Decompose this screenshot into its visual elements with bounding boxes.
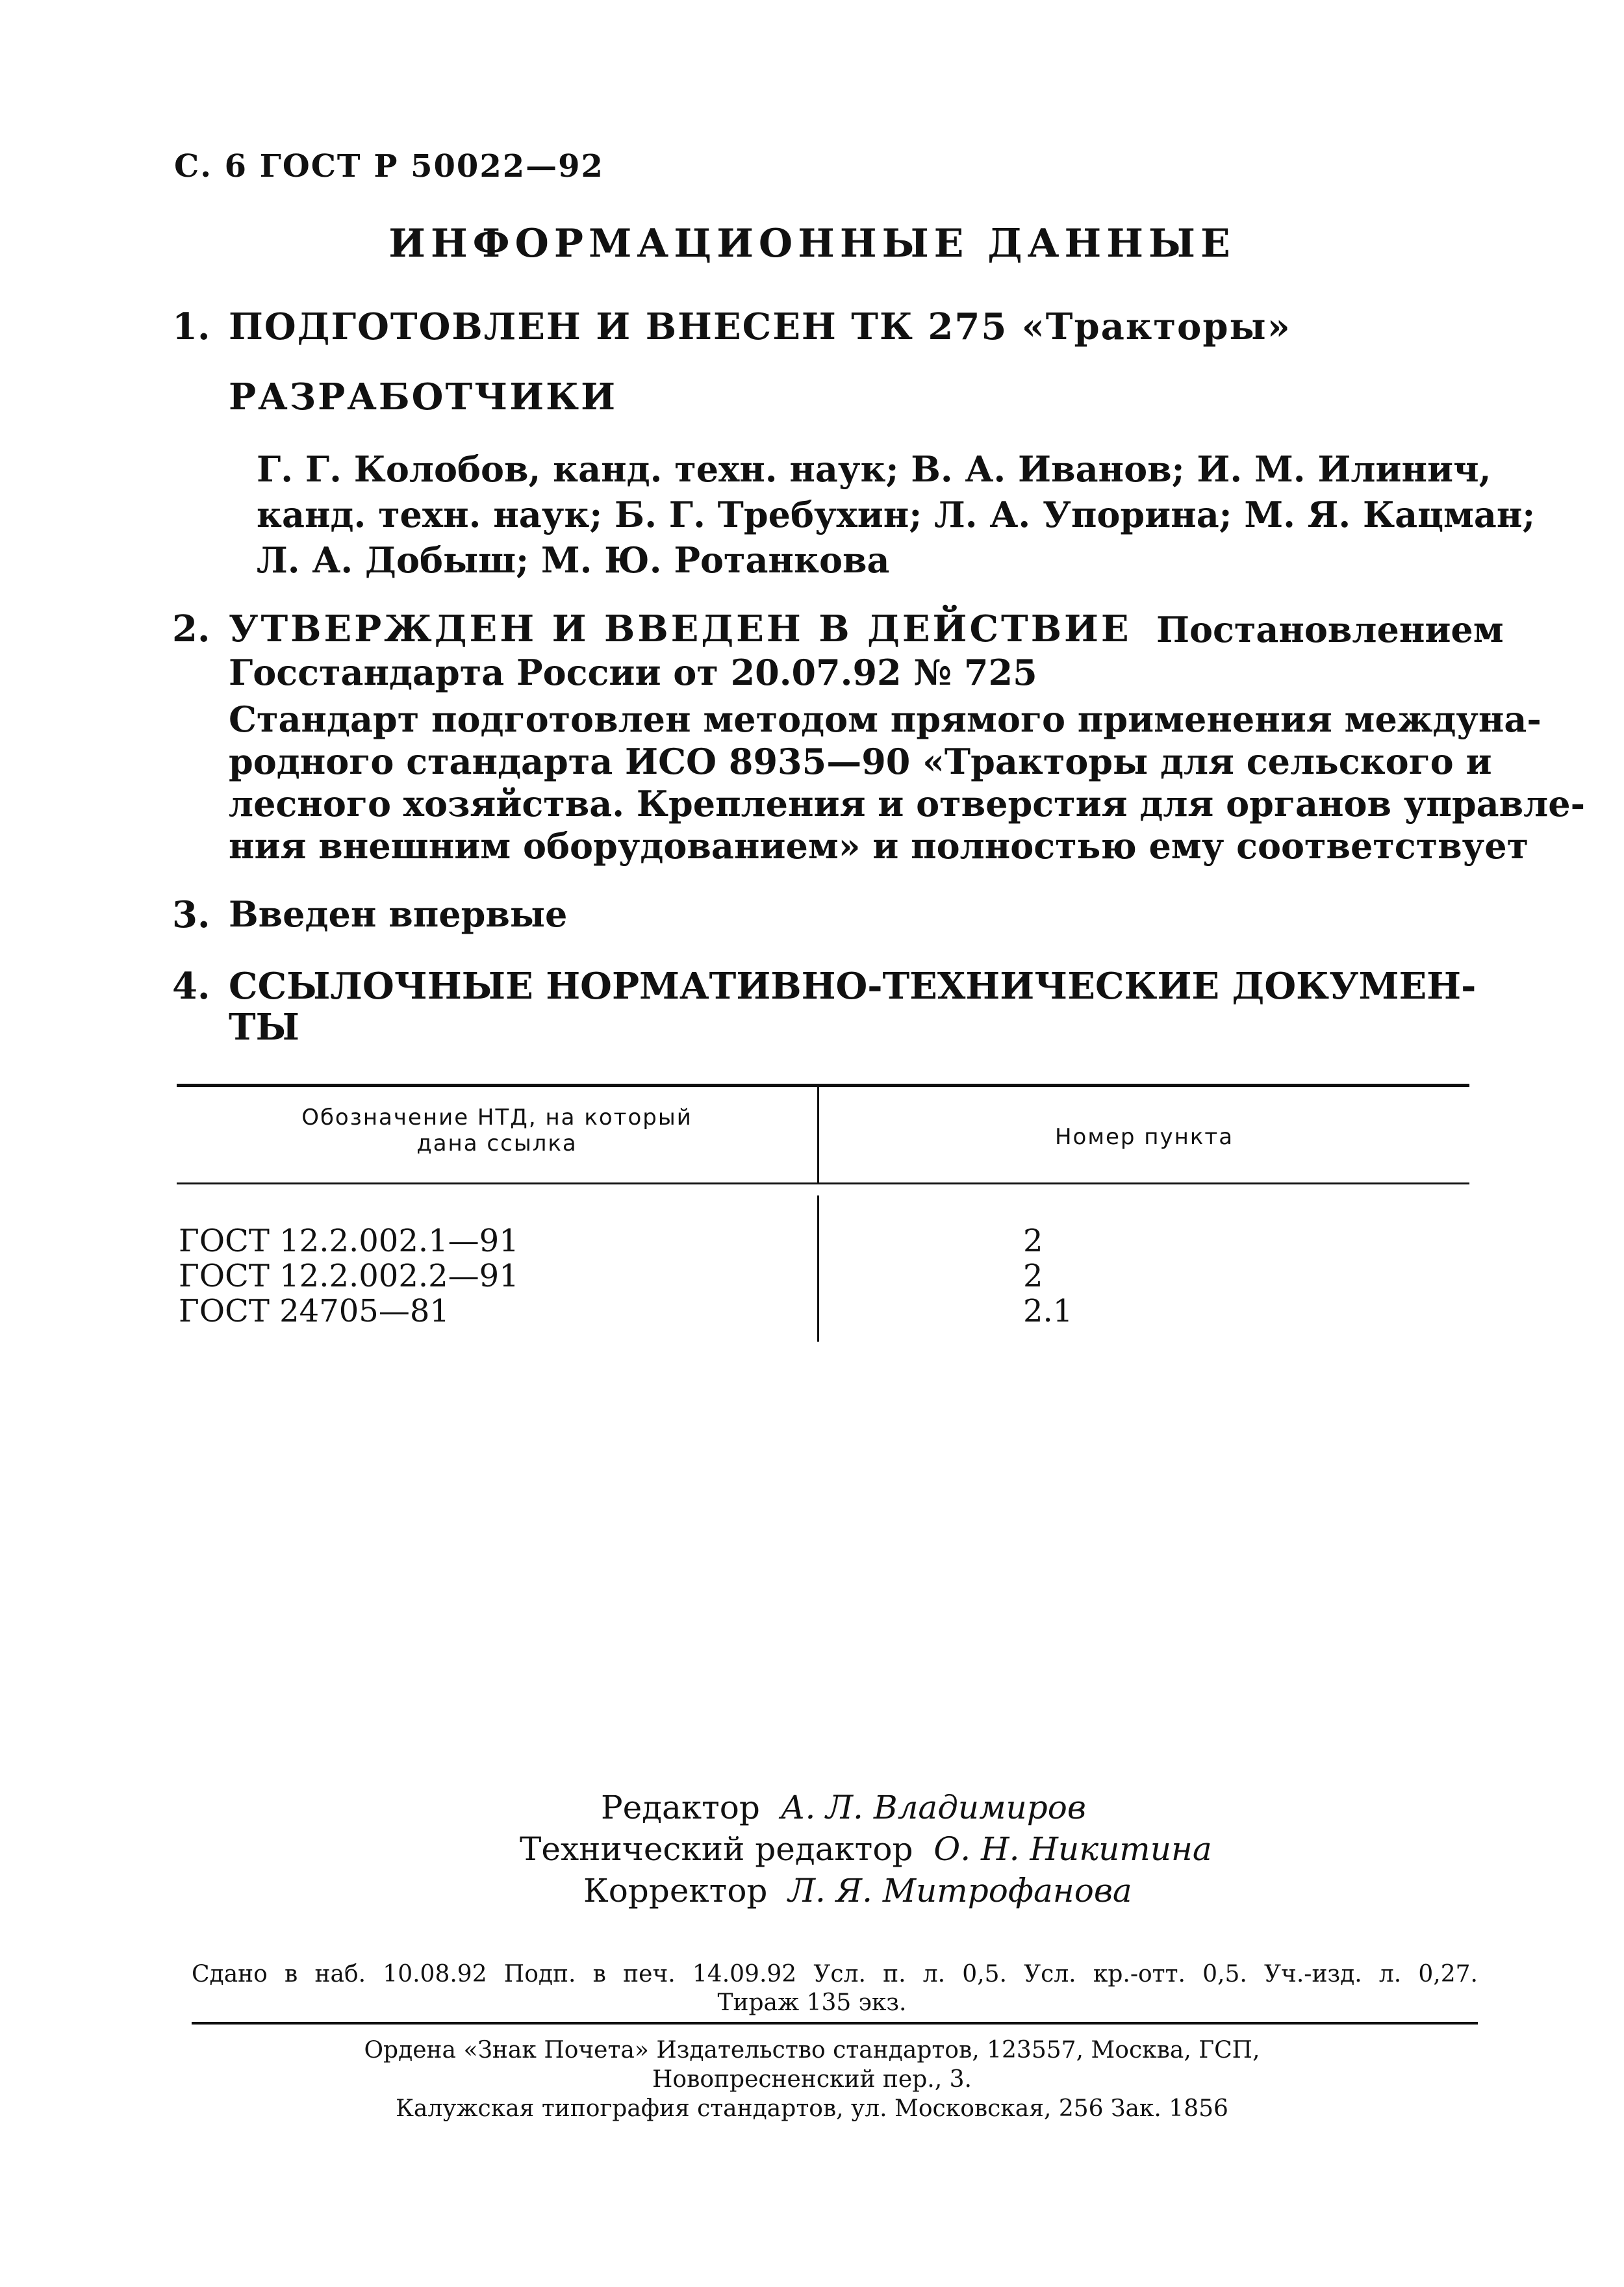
- section-2-text-line-3: лесного хозяйства. Крепления и отверстия для органов управле-: [229, 783, 1586, 824]
- section-1-heading: ПОДГОТОВЛЕН И ВНЕСЕН ТК 275 «Тракторы»: [229, 305, 1291, 348]
- section-3-number: 3.: [172, 893, 210, 936]
- section-4-number: 4.: [172, 965, 210, 1008]
- table-header-rule: [177, 1182, 1469, 1184]
- section-2-text-line-2: родного стандарта ИСО 8935—90 «Тракторы для сельского и: [229, 741, 1492, 782]
- imprint-line-2: Тираж 135 экз.: [717, 1989, 907, 2016]
- table-cell-doc: ГОСТ 12.2.002.1—91: [179, 1223, 519, 1259]
- section-3-text: Введен впервые: [229, 893, 568, 935]
- publisher-line-3: Калужская типография стандартов, ул. Московская, 256 Зак. 1856: [396, 2095, 1228, 2122]
- section-2-number: 2.: [172, 607, 210, 650]
- table-cell-item: 2: [1023, 1258, 1043, 1294]
- table-cell-doc: ГОСТ 24705—81: [179, 1293, 450, 1329]
- credit-editor: Редактор А. Л. Владимиров: [601, 1789, 1086, 1826]
- publisher-line-2: Новопресненский пер., 3.: [652, 2066, 972, 2093]
- table-body-divider: [817, 1195, 819, 1342]
- section-1-number: 1.: [172, 305, 210, 348]
- publisher-line-1: Ордена «Знак Почета» Издательство стандартов, 123557, Москва, ГСП,: [364, 2037, 1260, 2063]
- section-2-text-line-1: Стандарт подготовлен методом прямого применения междуна-: [229, 698, 1542, 740]
- page-title: ИНФОРМАЦИОННЫЕ ДАННЫЕ: [388, 221, 1236, 266]
- imprint-line-1: Сдано в наб. 10.08.92 Подп. в печ. 14.09.92 Усл. п. л. 0,5. Усл. кр.-отт. 0,5. Уч.-изд. л. 0,27.: [192, 1961, 1478, 1987]
- imprint-rule: [192, 2022, 1478, 2025]
- section-4-heading-line-1: ССЫЛОЧНЫЕ НОРМАТИВНО-ТЕХНИЧЕСКИЕ ДОКУМЕН-: [229, 965, 1477, 1008]
- credit-tech-editor: Технический редактор О. Н. Никитина: [520, 1830, 1212, 1868]
- developers-line-3: Л. А. Добыш; М. Ю. Ротанкова: [257, 539, 890, 581]
- section-2-heading: УТВЕРЖДЕН И ВВЕДЕН В ДЕЙСТВИЕ: [229, 607, 1132, 650]
- developers-heading: РАЗРАБОТЧИКИ: [229, 376, 618, 418]
- table-cell-item: 2: [1023, 1223, 1043, 1259]
- credit-corrector: Корректор Л. Я. Митрофанова: [583, 1872, 1132, 1910]
- table-top-rule: [177, 1084, 1469, 1087]
- section-4-heading-line-2: ТЫ: [229, 1006, 299, 1049]
- page-header: С. 6 ГОСТ Р 50022—92: [174, 148, 604, 185]
- developers-line-1: Г. Г. Колобов, канд. техн. наук; В. А. Иванов; И. М. Илинич,: [257, 448, 1491, 490]
- table-col1-header: Обозначение НТД, на который дана ссылка: [301, 1105, 692, 1156]
- table-col2-header: Номер пункта: [1054, 1124, 1234, 1150]
- section-2-heading-tail: Постановлением: [1156, 609, 1504, 650]
- developers-line-2: канд. техн. наук; Б. Г. Требухин; Л. А. Упорина; М. Я. Кацман;: [257, 494, 1536, 535]
- table-cell-item: 2.1: [1023, 1293, 1073, 1329]
- table-cell-doc: ГОСТ 12.2.002.2—91: [179, 1258, 519, 1294]
- section-2-decree: Госстандарта России от 20.07.92 № 725: [229, 652, 1037, 693]
- section-2-text-line-4: ния внешним оборудованием» и полностью ему соответствует: [229, 825, 1529, 867]
